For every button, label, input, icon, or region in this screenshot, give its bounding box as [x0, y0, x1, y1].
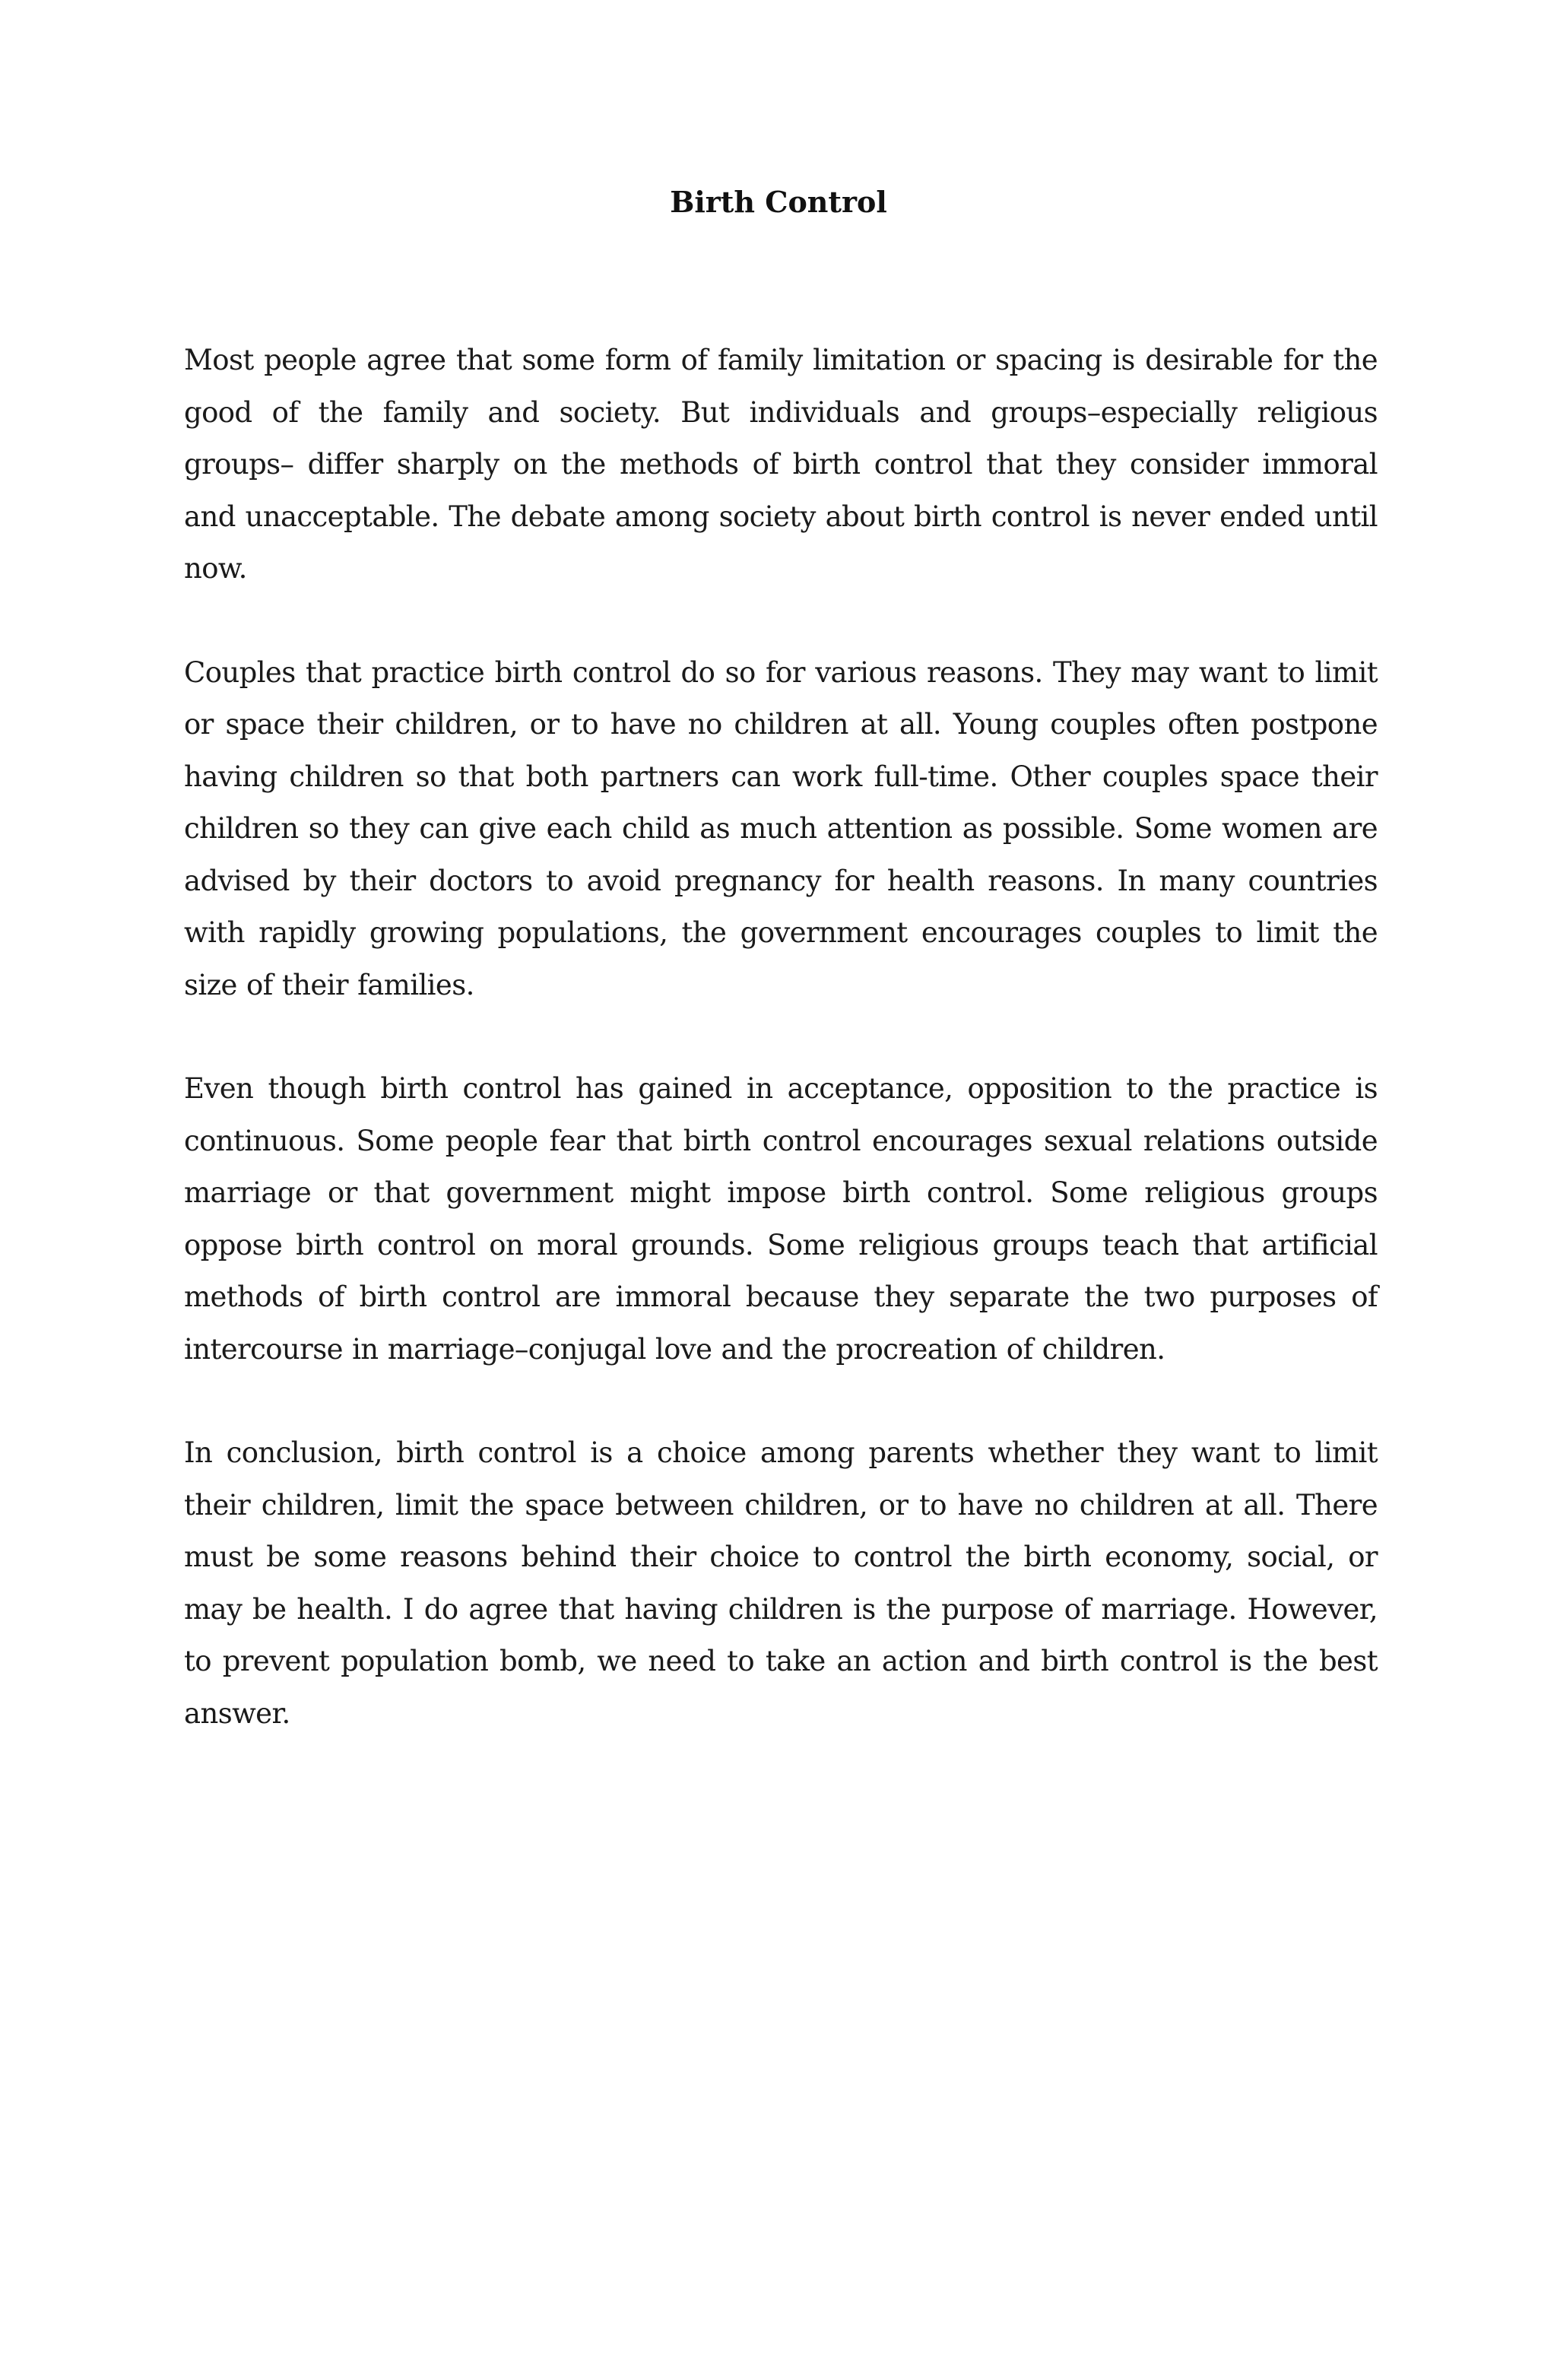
document-title: Birth Control	[670, 185, 887, 219]
paragraph-reasons: Couples that practice birth control do so for various reasons. They may want to limit or space their children, or to have no children at all. Young couples often postpone having children so that both partners can work full-time. Other couples space their children so they can give each child as much attention as possible. Some women are advised by their doctors to avoid pregnancy for health reasons. In many countries with rapidly growing populations, the government encourages couples to limit the size of their families.	[184, 655, 1378, 1001]
paragraph-introduction: Most people agree that some form of family limitation or spacing is desirable for the good of the family and society. But individuals and groups–especially religious groups– differ sharply on the methods of birth control that they consider immoral and unacceptable. The debate among society about birth control is never ended until now.	[184, 344, 1378, 585]
paragraph-opposition: Even though birth control has gained in acceptance, opposition to the practice is continuous. Some people fear that birth control encourages sexual relations outside marriage or that government might impose birth control. Some religious groups oppose birth control on moral grounds. Some religious groups teach that artificial methods of birth control are immoral because they separate the two purposes of intercourse in marriage–conjugal love and the procreation of children.	[184, 1072, 1378, 1366]
document-body	[184, 335, 1378, 1791]
paragraph-conclusion: In conclusion, birth control is a choice among parents whether they want to limit their children, limit the space between children, or to have no children at all. There must be some reasons behind their choice to control the birth economy, social, or may be health. I do agree that having children is the purpose of marriage. However, to prevent population bomb, we need to take an action and birth control is the best answer.	[184, 1436, 1378, 1730]
